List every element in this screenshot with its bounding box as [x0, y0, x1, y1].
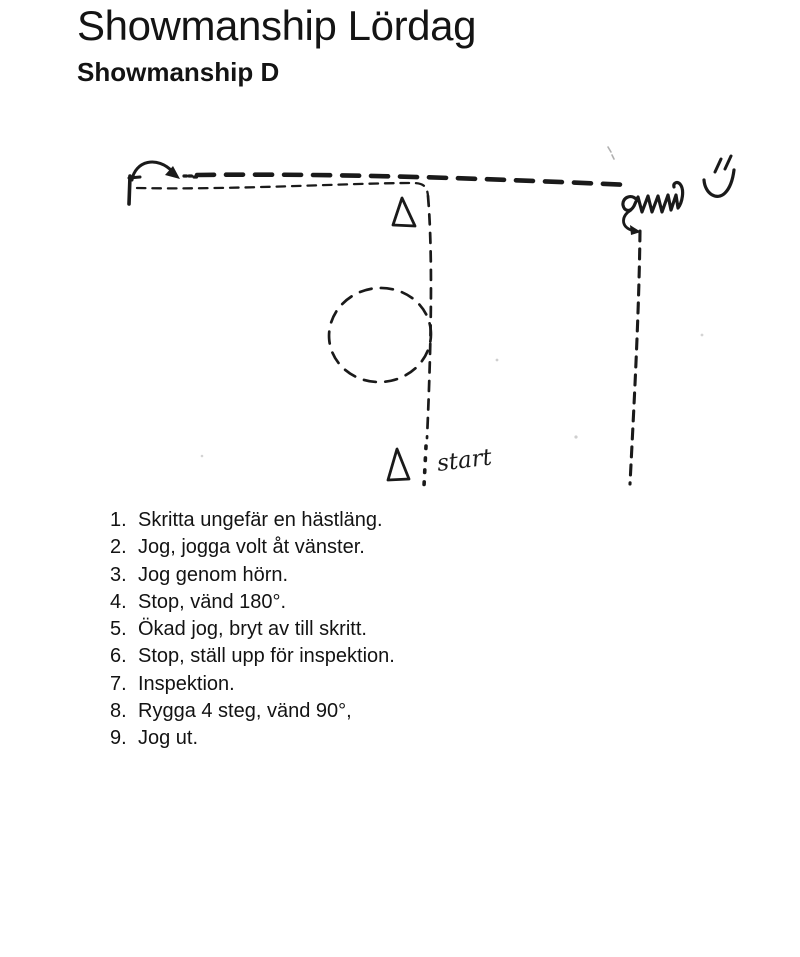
exit-dashed-line [630, 231, 640, 484]
list-item [110, 725, 395, 752]
list-item-number: 7. [110, 672, 127, 695]
list-item-number: 2. [110, 536, 127, 559]
list-item-number: 9. [110, 727, 127, 750]
list-item-number: 4. [110, 590, 127, 613]
list-item [110, 589, 395, 616]
list-item-number: 1. [110, 509, 127, 531]
list-item-text: Inspektion. [138, 672, 235, 695]
list-item-text: Jog ut. [138, 727, 199, 750]
list-item [110, 616, 395, 643]
list-item-text: Rygga 4 steg, vänd 90°, [138, 700, 352, 723]
list-item-number: 8. [110, 700, 127, 723]
start-label: start [435, 444, 494, 477]
page-title: Showmanship Lördag [77, 2, 477, 49]
pattern-diagram-svg [100, 135, 760, 515]
pencil-marks [201, 147, 704, 457]
volt-circle [324, 283, 435, 387]
list-item [110, 698, 395, 725]
center-dotted-line [424, 446, 426, 486]
list-item-text: Skritta ungefär en hästläng. [138, 509, 383, 531]
list-item-text: Stop, ställ upp för inspektion. [138, 645, 395, 668]
list-item-number: 3. [110, 563, 127, 586]
down-arrow-icon [624, 210, 642, 235]
list-item [110, 562, 395, 589]
top-rail-dashed-line [197, 175, 630, 185]
list-item [110, 507, 395, 534]
list-item-text: Ökad jog, bryt av till skritt. [138, 618, 367, 641]
squiggle-stop-mark [623, 183, 683, 212]
list-item-text: Stop, vänd 180°. [138, 590, 287, 613]
center-dashed-line [427, 196, 431, 438]
list-item-number: 5. [110, 618, 127, 641]
list-item [110, 671, 395, 698]
list-item-text: Jog, jogga volt åt vänster. [138, 536, 365, 559]
section-heading: Showmanship D [77, 57, 280, 87]
pattern-diagram [100, 135, 760, 515]
list-item-text: Jog genom hörn. [138, 563, 289, 586]
turn-arrow-icon [132, 162, 197, 180]
cone-icon-bottom [388, 449, 409, 480]
smiley-icon [704, 156, 734, 196]
list-item [110, 534, 395, 561]
approach-dashed-line [137, 183, 428, 196]
cone-icon-top [393, 198, 415, 226]
instruction-list [110, 507, 395, 753]
list-item-number: 6. [110, 645, 127, 668]
list-item [110, 643, 395, 670]
